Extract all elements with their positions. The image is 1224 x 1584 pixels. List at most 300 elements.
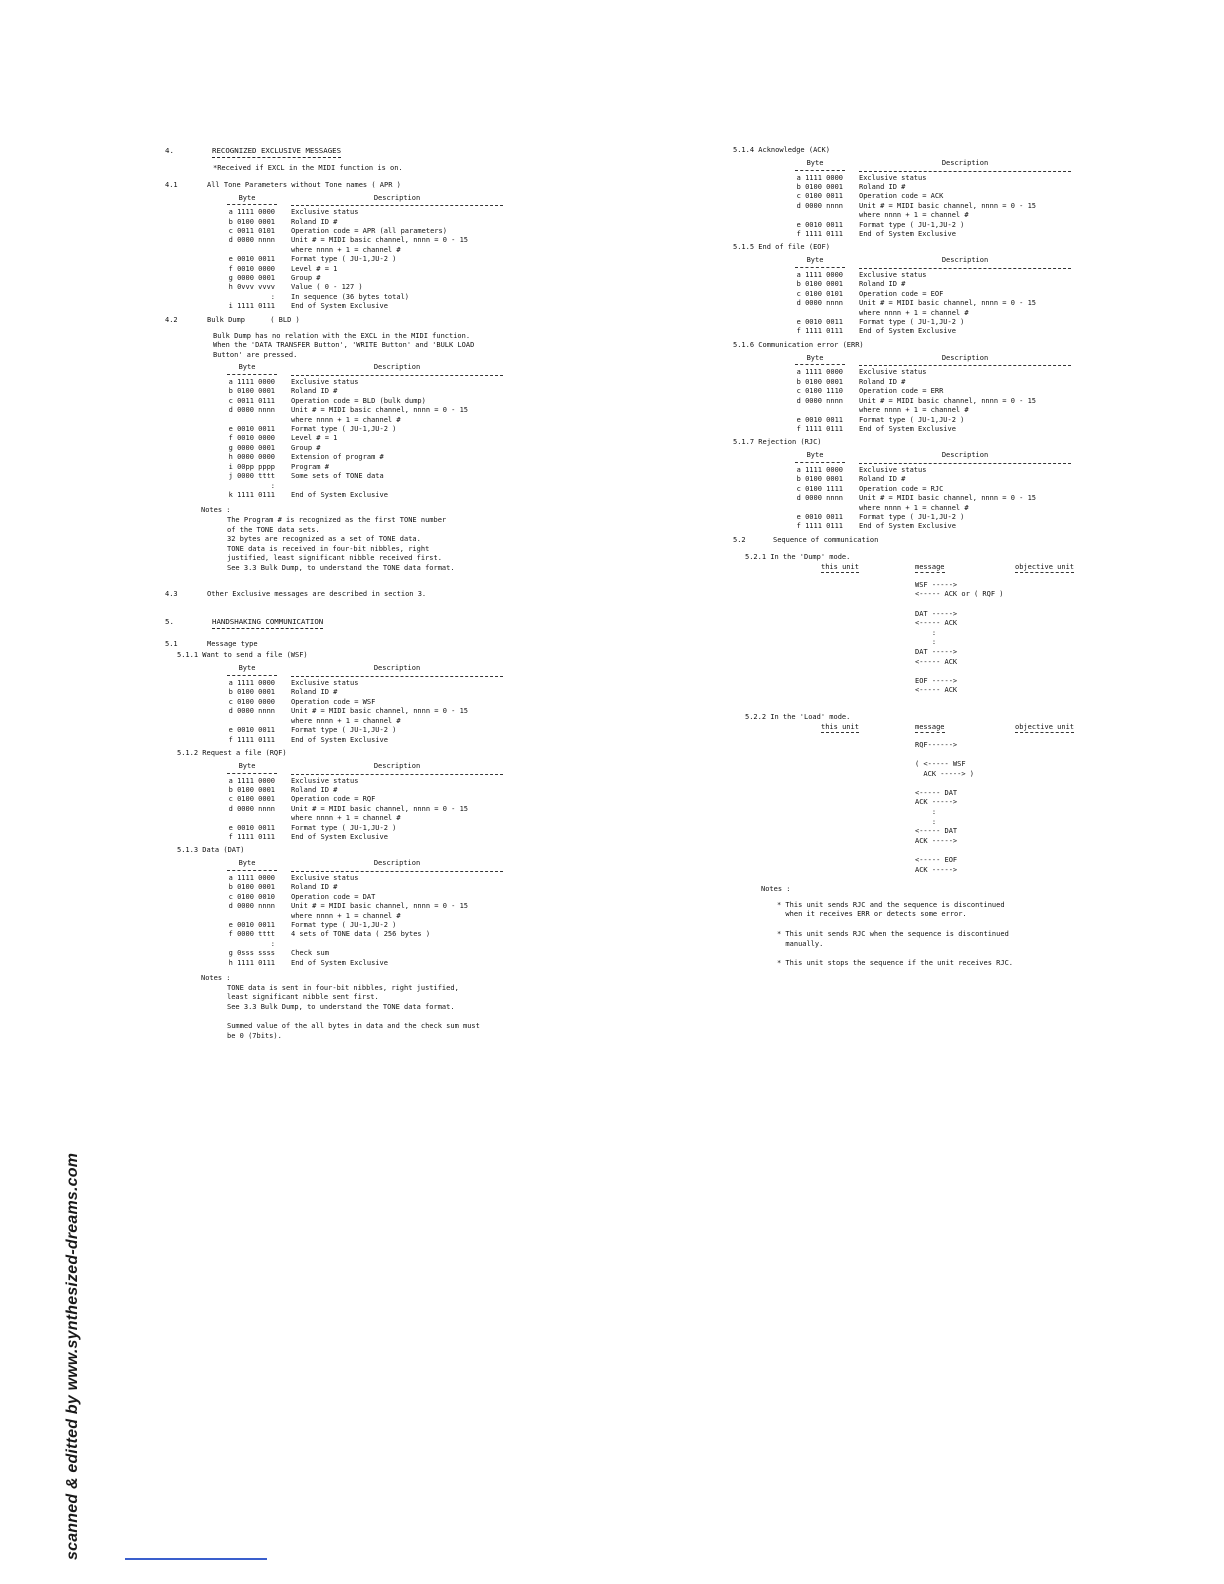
section-4-heading [165, 145, 595, 158]
objective-unit-header: objective unit [1015, 563, 1074, 574]
table-row [203, 397, 503, 406]
byte-cell: c 0100 0001 [228, 795, 275, 804]
sequence-line: : [915, 628, 937, 637]
byte-cell: j 0000 tttt [228, 472, 275, 481]
table-row [203, 463, 503, 472]
description-column-header: Description [941, 256, 989, 265]
description-cell: Roland ID # [291, 883, 338, 892]
byte-cell: c 0100 0101 [796, 289, 843, 298]
subsection-number: 4.3 [165, 590, 178, 599]
byte-column-header: Byte [238, 859, 256, 868]
description-cell: Unit # = MIDI basic channel, nnnn = 0 - 15 [291, 902, 469, 911]
table-row [203, 795, 503, 804]
byte-cell: d 0000 nnnn [228, 804, 275, 813]
byte-cell: b 0100 0001 [796, 475, 843, 484]
table-row [203, 265, 503, 274]
table-row [771, 513, 1071, 522]
description-cell: Unit # = MIDI basic channel, nnnn = 0 - 15 [859, 494, 1037, 503]
byte-column-header: Byte [238, 193, 256, 202]
table-row [203, 930, 503, 939]
sequence-header [753, 723, 1133, 737]
description-cell: Unit # = MIDI basic channel, nnnn = 0 - 15 [859, 396, 1037, 405]
table-row [771, 425, 1071, 434]
description-cell: Unit # = MIDI basic channel, nnnn = 0 - 15 [859, 299, 1037, 308]
description-cell: Roland ID # [859, 475, 906, 484]
table-row [203, 777, 503, 786]
sequence-line [915, 750, 1133, 760]
description-cell: Group # [291, 274, 321, 283]
table-row [771, 211, 1071, 220]
description-cell: Format type ( JU-1,JU-2 ) [859, 415, 965, 424]
subsection-title: Bulk Dump [207, 315, 245, 324]
description-cell: where nnnn + 1 = channel # [859, 503, 969, 512]
byte-cell [771, 211, 859, 220]
sequence-line: DAT -----> [915, 609, 958, 618]
byte-cell: : [270, 292, 275, 301]
err-table [771, 354, 1071, 434]
byte-cell: f 0010 0000 [228, 434, 275, 443]
description-column-header: Description [941, 451, 989, 460]
description-cell: Exclusive status [859, 368, 927, 377]
byte-cell: e 0010 0011 [228, 920, 275, 929]
description-column-header: Description [941, 353, 989, 362]
description-cell [291, 482, 503, 491]
sequence-line [915, 846, 1133, 856]
description-cell: Roland ID # [291, 688, 338, 697]
byte-cell: f 1111 0111 [796, 230, 843, 239]
description-cell: Format type ( JU-1,JU-2 ) [291, 425, 397, 434]
subsection-5-2-1-heading: 5.2.1 In the 'Dump' mode. [745, 552, 851, 561]
byte-cell: d 0000 nnnn [228, 902, 275, 911]
table-row [203, 236, 503, 245]
table-row [203, 491, 503, 500]
description-cell: where nnnn + 1 = channel # [291, 814, 401, 823]
table-row [771, 271, 1071, 280]
byte-cell [771, 309, 859, 318]
section-number: 5. [165, 617, 174, 627]
description-cell: Unit # = MIDI basic channel, nnnn = 0 - 15 [859, 201, 1037, 210]
byte-cell: c 0100 1111 [796, 484, 843, 493]
description-cell: Operation code = RJC [859, 484, 944, 493]
subsection-title: Other Exclusive messages are described in section 3. [207, 590, 427, 599]
table-row [203, 227, 503, 236]
byte-cell: f 0000 tttt [228, 930, 275, 939]
table-row [203, 378, 503, 387]
subsection-5-1-heading [165, 639, 595, 650]
description-cell: Roland ID # [291, 785, 338, 794]
this-unit-header: this unit [821, 723, 859, 734]
table-row [203, 679, 503, 688]
watermark-text: scanned & editted by www.synthesized-dreams.com [64, 1152, 81, 1560]
description-cell: End of System Exclusive [291, 958, 388, 967]
table-row [771, 416, 1071, 425]
description-cell: Operation code = BLD (bulk dump) [291, 396, 426, 405]
description-cell: Exclusive status [291, 873, 359, 882]
byte-cell: c 0011 0111 [228, 396, 275, 405]
description-cell: Exclusive status [291, 208, 359, 217]
description-cell: End of System Exclusive [291, 302, 388, 311]
this-unit-header: this unit [821, 563, 859, 574]
load-sequence-lines [753, 737, 1133, 875]
sequence-line: <----- ACK or ( RQF ) [915, 590, 1004, 599]
description-cell: Exclusive status [859, 271, 927, 280]
description-cell: Some sets of TONE data [291, 472, 384, 481]
table-row [203, 283, 503, 292]
table-row [203, 726, 503, 735]
dump-sequence [753, 563, 1133, 696]
byte-cell: a 1111 0000 [228, 208, 275, 217]
description-cell: Operation code = WSF [291, 697, 376, 706]
description-cell: Operation code = RQF [291, 795, 376, 804]
sequence-line: <----- DAT [915, 788, 958, 797]
table-row [203, 698, 503, 707]
table-row [203, 387, 503, 396]
message-header: message [915, 723, 945, 734]
table-row [203, 688, 503, 697]
table-row [771, 309, 1071, 318]
description-cell: Unit # = MIDI basic channel, nnnn = 0 - 15 [291, 707, 469, 716]
byte-cell: b 0100 0001 [228, 387, 275, 396]
subsection-number: 5.2 [733, 535, 746, 544]
description-cell: Group # [291, 443, 321, 452]
byte-cell: e 0010 0011 [796, 512, 843, 521]
byte-cell: g 0000 0001 [228, 443, 275, 452]
subsection-title: Message type [207, 640, 258, 649]
description-cell: Value ( 0 - 127 ) [291, 283, 363, 292]
table-row [771, 192, 1071, 201]
byte-cell: h 0vvv vvvv [228, 283, 275, 292]
byte-cell: e 0010 0011 [228, 726, 275, 735]
byte-cell: a 1111 0000 [228, 378, 275, 387]
bld-notes: The Program # is recognized as the first TONE number of the TONE data sets. 32 bytes are recognized as a set of TONE data. TONE data is received in four-bit nibbles, right justified, least significant nibble received first. See 3.3 Bulk Dump, to understand the TONE data format. [227, 515, 455, 572]
sequence-line [915, 779, 1133, 789]
description-cell: Roland ID # [859, 183, 906, 191]
sequence-line [915, 600, 1133, 610]
table-row [771, 387, 1071, 396]
table-row [771, 485, 1071, 494]
byte-cell: c 0011 0101 [228, 227, 275, 235]
byte-cell: d 0000 nnnn [796, 494, 843, 503]
subsection-title: All Tone Parameters without Tone names ( APR ) [207, 180, 401, 189]
byte-cell: e 0010 0011 [796, 318, 843, 327]
sequence-line: : [915, 638, 937, 647]
description-column-header: Description [373, 664, 421, 673]
subsection-4-2-heading [165, 315, 595, 326]
description-cell [291, 940, 503, 949]
handshake-notes [733, 901, 1133, 969]
byte-cell: c 0100 0000 [228, 697, 275, 706]
table-row [771, 290, 1071, 299]
byte-cell: d 0000 nnnn [228, 707, 275, 716]
section-title: RECOGNIZED EXCLUSIVE MESSAGES [212, 145, 341, 158]
byte-column-header: Byte [806, 451, 824, 460]
byte-cell: a 1111 0000 [796, 368, 843, 377]
sequence-line: <----- ACK [915, 657, 958, 666]
sequence-line: ACK -----> [915, 836, 958, 845]
wsf-table [203, 664, 503, 744]
description-cell: Unit # = MIDI basic channel, nnnn = 0 - 15 [291, 804, 469, 813]
description-cell: Exclusive status [291, 679, 359, 688]
table-row [771, 475, 1071, 484]
description-cell: Format type ( JU-1,JU-2 ) [291, 726, 397, 735]
byte-cell [203, 246, 291, 255]
sequence-line: ( <----- WSF [915, 760, 966, 769]
description-cell: Exclusive status [859, 173, 927, 182]
table-row [771, 504, 1071, 513]
description-cell: Unit # = MIDI basic channel, nnnn = 0 - 15 [291, 236, 469, 245]
sequence-line: <----- ACK [915, 619, 958, 628]
byte-cell: c 0100 0011 [796, 192, 843, 201]
byte-cell: f 1111 0111 [228, 735, 275, 744]
byte-cell: : [270, 939, 275, 948]
description-cell: where nnnn + 1 = channel # [291, 415, 401, 424]
table-row [771, 397, 1071, 406]
table-row [203, 482, 503, 491]
section-number: 4. [165, 146, 174, 155]
table-row [771, 327, 1071, 336]
table-row [203, 302, 503, 311]
description-cell: Extension of program # [291, 453, 384, 462]
byte-cell [203, 717, 291, 726]
description-cell: Format type ( JU-1,JU-2 ) [859, 318, 965, 327]
description-cell: 4 sets of TONE data ( 256 bytes ) [291, 930, 431, 939]
subsection-number: 4.1 [165, 180, 178, 189]
byte-cell: e 0010 0011 [796, 220, 843, 229]
message-header: message [915, 563, 945, 574]
notes-label: Notes : [201, 974, 231, 982]
description-cell: Check sum [291, 949, 329, 958]
table-row [203, 902, 503, 911]
table-row [771, 368, 1071, 377]
sequence-line: DAT -----> [915, 647, 958, 656]
description-cell: End of System Exclusive [859, 230, 956, 239]
bld-table [203, 363, 503, 500]
table-row [771, 221, 1071, 230]
sequence-header [753, 563, 1133, 577]
byte-cell [771, 406, 859, 415]
sequence-line: ACK -----> [915, 798, 958, 807]
sequence-line: <----- ACK [915, 686, 958, 695]
description-cell: In sequence (36 bytes total) [291, 292, 410, 301]
description-cell: End of System Exclusive [859, 424, 956, 433]
table-row [203, 959, 503, 968]
byte-cell: c 0100 0010 [228, 892, 275, 901]
description-cell: Roland ID # [859, 377, 906, 386]
table-row [203, 293, 503, 302]
table-row [203, 453, 503, 462]
byte-cell: d 0000 nnnn [228, 236, 275, 245]
sequence-line: RQF------> [915, 740, 958, 749]
section-title: HANDSHAKING COMMUNICATION [212, 616, 323, 629]
table-row [771, 378, 1071, 387]
description-cell: where nnnn + 1 = channel # [291, 716, 401, 725]
note-item: * This unit stops the sequence if the unit receives RJC. [777, 959, 1014, 968]
table-row [771, 466, 1071, 475]
byte-cell: g 0sss ssss [228, 949, 275, 958]
table-row [203, 805, 503, 814]
notes-label: Notes : [201, 506, 231, 515]
description-cell: End of System Exclusive [291, 490, 388, 499]
sequence-line: <----- EOF [915, 856, 958, 864]
description-cell: End of System Exclusive [859, 327, 956, 336]
byte-cell [203, 416, 291, 425]
description-cell: Format type ( JU-1,JU-2 ) [291, 823, 397, 832]
table-row [771, 280, 1071, 289]
byte-cell: a 1111 0000 [228, 679, 275, 688]
apr-table [203, 194, 503, 312]
byte-cell: d 0000 nnnn [796, 299, 843, 308]
byte-cell: c 0100 1110 [796, 387, 843, 396]
subsection-5-1-2-heading: 5.1.2 Request a file (RQF) [177, 748, 287, 757]
description-cell: Roland ID # [859, 280, 906, 289]
table-row [771, 494, 1071, 503]
description-cell: Exclusive status [859, 465, 927, 474]
table-row [771, 299, 1071, 308]
subsection-number: 5.1 [165, 640, 178, 649]
byte-cell: : [270, 481, 275, 490]
table-row [771, 202, 1071, 211]
byte-cell [203, 912, 291, 921]
table-row [203, 246, 503, 255]
description-cell: End of System Exclusive [291, 832, 388, 841]
ack-table [771, 159, 1071, 239]
subsection-5-1-4-heading: 5.1.4 Acknowledge (ACK) [733, 146, 830, 154]
description-cell: Level # = 1 [291, 434, 338, 443]
table-row [203, 434, 503, 443]
table-row [203, 255, 503, 264]
subsection-5-1-3-heading: 5.1.3 Data (DAT) [177, 846, 245, 855]
byte-cell: h 1111 0111 [228, 958, 275, 967]
sequence-line: WSF -----> [915, 580, 958, 589]
byte-cell: a 1111 0000 [796, 271, 843, 280]
byte-column-header: Byte [238, 761, 256, 770]
description-cell: Operation code = ACK [859, 192, 944, 201]
description-column-header: Description [373, 859, 421, 868]
byte-cell: e 0010 0011 [796, 415, 843, 424]
subsection-5-1-7-heading: 5.1.7 Rejection (RJC) [733, 438, 822, 447]
table-row [203, 717, 503, 726]
table-row [771, 183, 1071, 192]
description-column-header: Description [373, 363, 421, 372]
byte-cell: g 0000 0001 [228, 274, 275, 283]
table-row [203, 940, 503, 949]
note-item: * This unit sends RJC and the sequence is discontinued when it receives ERR or detects some error. [777, 900, 1005, 919]
byte-cell: e 0010 0011 [228, 823, 275, 832]
rjc-table [771, 451, 1071, 531]
table-row [203, 893, 503, 902]
byte-cell: e 0010 0011 [228, 255, 275, 264]
table-row [203, 274, 503, 283]
table-row [203, 949, 503, 958]
byte-cell: b 0100 0001 [228, 785, 275, 794]
table-row [203, 208, 503, 217]
byte-cell: a 1111 0000 [228, 776, 275, 785]
description-cell: Format type ( JU-1,JU-2 ) [291, 255, 397, 264]
byte-cell: f 0010 0000 [228, 264, 275, 273]
byte-cell: d 0000 nnnn [228, 406, 275, 415]
description-column-header: Description [373, 193, 421, 202]
byte-cell: f 1111 0111 [796, 522, 843, 531]
sequence-line: ACK -----> ) [915, 769, 975, 778]
byte-cell: b 0100 0001 [228, 883, 275, 892]
table-row [771, 522, 1071, 531]
byte-column-header: Byte [238, 363, 256, 372]
table-row [203, 218, 503, 227]
sequence-line [915, 667, 1133, 677]
description-cell: Roland ID # [291, 217, 338, 226]
byte-cell [771, 504, 859, 513]
subsection-code: ( BLD ) [270, 315, 300, 324]
byte-column-header: Byte [806, 159, 824, 167]
sequence-line: EOF -----> [915, 676, 958, 685]
description-cell: where nnnn + 1 = channel # [859, 406, 969, 415]
byte-cell: a 1111 0000 [796, 173, 843, 182]
byte-cell: b 0100 0001 [796, 377, 843, 386]
subsection-5-1-6-heading: 5.1.6 Communication error (ERR) [733, 340, 864, 349]
byte-cell: b 0100 0001 [228, 688, 275, 697]
byte-column-header: Byte [238, 664, 256, 673]
byte-cell: f 1111 0111 [228, 832, 275, 841]
subsection-5-1-1-heading: 5.1.1 Want to send a file (WSF) [177, 651, 308, 660]
byte-cell: d 0000 nnnn [796, 201, 843, 210]
table-row [203, 425, 503, 434]
right-column [733, 145, 1133, 979]
description-cell: where nnnn + 1 = channel # [291, 911, 401, 920]
table-row [203, 874, 503, 883]
sequence-line: : [915, 817, 937, 826]
byte-cell: f 1111 0111 [796, 327, 843, 336]
table-row [203, 707, 503, 716]
description-cell: End of System Exclusive [291, 735, 388, 744]
table-row [203, 814, 503, 823]
table-row [771, 406, 1071, 415]
description-cell: where nnnn + 1 = channel # [859, 308, 969, 317]
description-cell: Roland ID # [291, 387, 338, 396]
byte-cell: i 00pp pppp [228, 462, 275, 471]
byte-cell: e 0010 0011 [228, 425, 275, 434]
description-cell: End of System Exclusive [859, 522, 956, 531]
byte-cell: f 1111 0111 [796, 424, 843, 433]
subsection-number: 4.2 [165, 315, 178, 324]
description-cell: Operation code = DAT [291, 892, 376, 901]
byte-cell: k 1111 0111 [228, 490, 275, 499]
byte-cell: a 1111 0000 [228, 873, 275, 882]
description-cell: Format type ( JU-1,JU-2 ) [859, 220, 965, 229]
eof-table [771, 256, 1071, 336]
sequence-line: <----- DAT [915, 827, 958, 836]
subsection-title: Sequence of communication [773, 535, 879, 544]
table-row [771, 318, 1071, 327]
table-row [203, 824, 503, 833]
byte-cell: b 0100 0001 [228, 217, 275, 226]
byte-cell: d 0000 nnnn [796, 396, 843, 405]
table-row [203, 416, 503, 425]
subsection-5-2-heading [733, 535, 1133, 546]
description-cell: Unit # = MIDI basic channel, nnnn = 0 - 15 [291, 406, 469, 415]
subsection-4-1-heading [165, 180, 595, 191]
byte-cell: h 0000 0000 [228, 453, 275, 462]
table-row [203, 736, 503, 745]
table-row [203, 883, 503, 892]
description-cell: Format type ( JU-1,JU-2 ) [291, 920, 397, 929]
byte-column-header: Byte [806, 256, 824, 265]
bulk-dump-paragraph: Bulk Dump has no relation with the EXCL in the MIDI function. When the 'DATA TRANSFER Button', 'WRITE Button' and 'BULK LOAD Button' are pressed. [213, 331, 475, 359]
bottom-rule [125, 1558, 267, 1560]
table-row [203, 472, 503, 481]
description-cell: Program # [291, 462, 329, 471]
table-row [203, 912, 503, 921]
byte-column-header: Byte [806, 353, 824, 362]
